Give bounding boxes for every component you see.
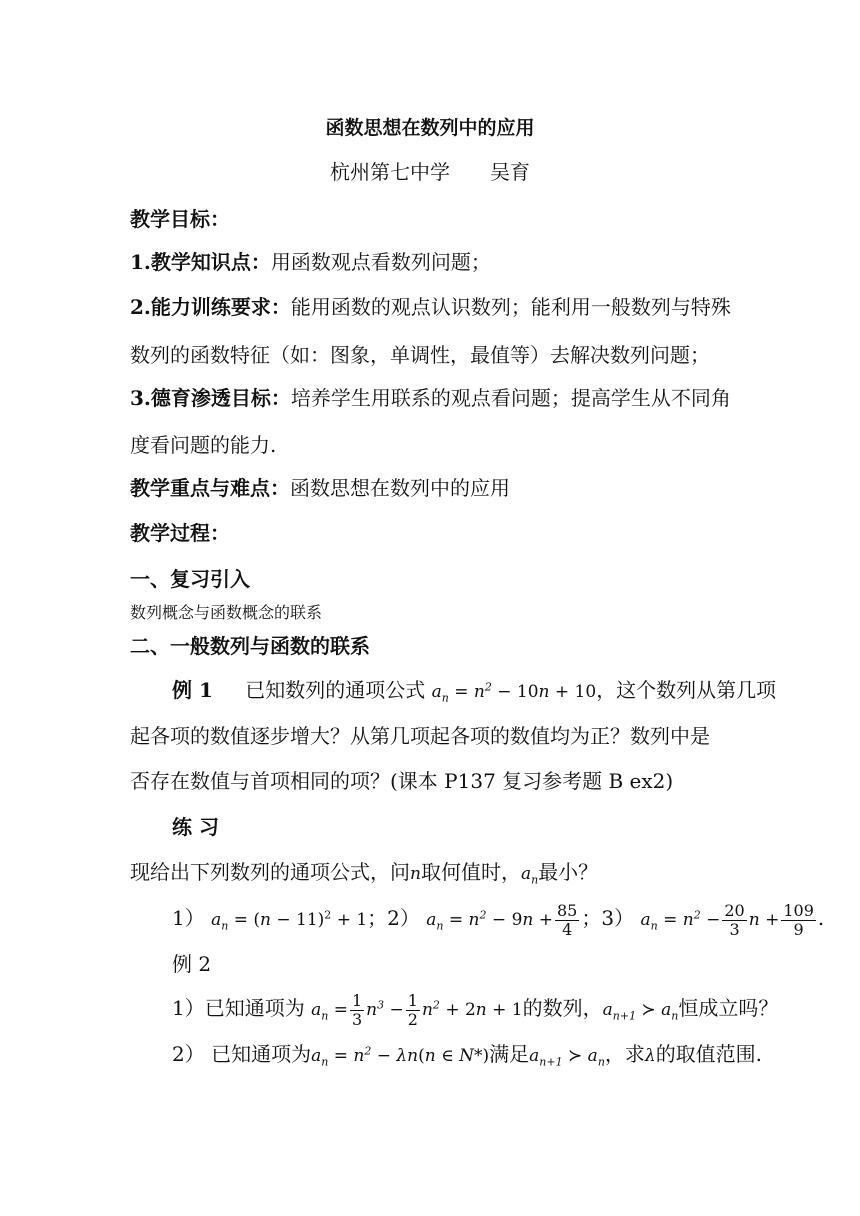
practice-intro-a: 现给出下列数列的通项公式，问 [130, 860, 410, 884]
practice-item-3-label: ；3） [581, 906, 635, 930]
example-1-line-3: 否存在数值与首项相同的项？(课本 P137 复习参考题 B ex2) [130, 769, 674, 793]
practice-intro-b: 取何值时， [420, 860, 521, 884]
process-heading: 教学过程： [130, 521, 230, 545]
goal-2-continued: 数列的函数特征（如：图象，单调性，最值等）去解决数列问题； [130, 343, 710, 367]
goal-3-text: 培养学生用联系的观点看问题；提高学生从不同角 [290, 386, 731, 410]
goal-1-label: 1.教学知识点： [130, 250, 271, 274]
goal-2-label: 2.能力训练要求： [130, 295, 291, 319]
focus-line [130, 474, 510, 502]
goal-2 [130, 293, 731, 321]
example-2-q2-a: 2） 已知通项为 [172, 1042, 312, 1066]
focus-text: 函数思想在数列中的应用 [290, 476, 510, 500]
author-line: 杭州第七中学 吴育 [330, 160, 530, 184]
example-2-q1-b: 的数列， [522, 996, 603, 1020]
example-2-label: 例 2 [172, 952, 212, 976]
example-1-text-a: 已知数列的通项公式 [245, 678, 426, 702]
example-2-q2-b: 满足 [489, 1042, 530, 1066]
focus-label: 教学重点与难点： [130, 476, 290, 500]
example-2-q1-c: 恒成立吗？ [678, 996, 779, 1020]
goal-3-continued: 度看问题的能力. [130, 433, 277, 457]
practice-an: $a_n$ [520, 864, 539, 887]
practice-item-1-formula: $a_n = (n - 11)^2 + 1$ [211, 908, 368, 933]
doc-title: 函数思想在数列中的应用 [325, 117, 535, 139]
goal-1 [130, 248, 491, 276]
example-2-q2-d: 的取值范围. [655, 1042, 763, 1066]
example-2-q2-var: λ [644, 1046, 656, 1066]
goal-3-label: 3.德育渗透目标： [130, 386, 291, 410]
goal-2-text: 能用函数的观点认识数列；能利用一般数列与特殊 [290, 295, 731, 319]
example-1-formula: $a_n = n^2 - 10n + 10$ [431, 680, 597, 705]
example-2-q1-a: 1）已知通项为 [172, 996, 305, 1020]
practice-intro-c: 最小？ [538, 860, 599, 884]
goal-1-text: 用函数观点看数列问题； [270, 250, 491, 274]
practice-item-2-label: ；2） [367, 906, 420, 930]
practice-item-2-formula: $a_n = n^2 - 9n$ + $\frac{85}{4}$ [426, 901, 578, 939]
example-2-q2-c: ，求 [604, 1042, 645, 1066]
example-2-q2-formula: $a_n = n^2 - \lambda n(n$ ∈ N*) [311, 1044, 490, 1069]
example-1-line-1 [172, 676, 776, 706]
example-1-text-b: ，这个数列从第几项 [596, 678, 777, 702]
practice-var-n: n [410, 864, 421, 884]
example-2-q2 [172, 1040, 762, 1070]
practice-end: . [817, 906, 825, 930]
example-2-q2-cond: $a_{n+1}$ ≻ $a_n$ [529, 1046, 605, 1069]
practice-items [172, 898, 824, 940]
practice-intro [130, 858, 598, 888]
section-1-heading: 一、复习引入 [130, 567, 250, 591]
goals-heading: 教学目标： [130, 207, 230, 231]
example-1-line-2: 起各项的数值逐步增大？从第几项起各项的数值均为正？数列中是 [130, 724, 710, 748]
example-2-q1-cond: $a_{n+1}$ ≻ $a_n$ [602, 1000, 679, 1023]
section-2-heading: 二、一般数列与函数的联系 [130, 634, 370, 658]
example-2-q1-formula: $a_n$ = $\frac{1}{3}$ $n^3$ − $\frac{1}{2}$ $n^2 + 2n + 1$ [311, 991, 523, 1029]
practice-item-1-label: 1） [172, 906, 205, 930]
section-1-note: 数列概念与函数概念的联系 [130, 603, 323, 622]
practice-heading: 练 习 [172, 815, 219, 839]
example-1-label: 例 1 [172, 678, 213, 702]
practice-item-3-formula: $a_n = n^2$ − $\frac{20}{3}$ n + $\frac{109}{9}$ [640, 901, 814, 939]
example-2-q1 [172, 988, 778, 1030]
goal-3 [130, 384, 731, 412]
